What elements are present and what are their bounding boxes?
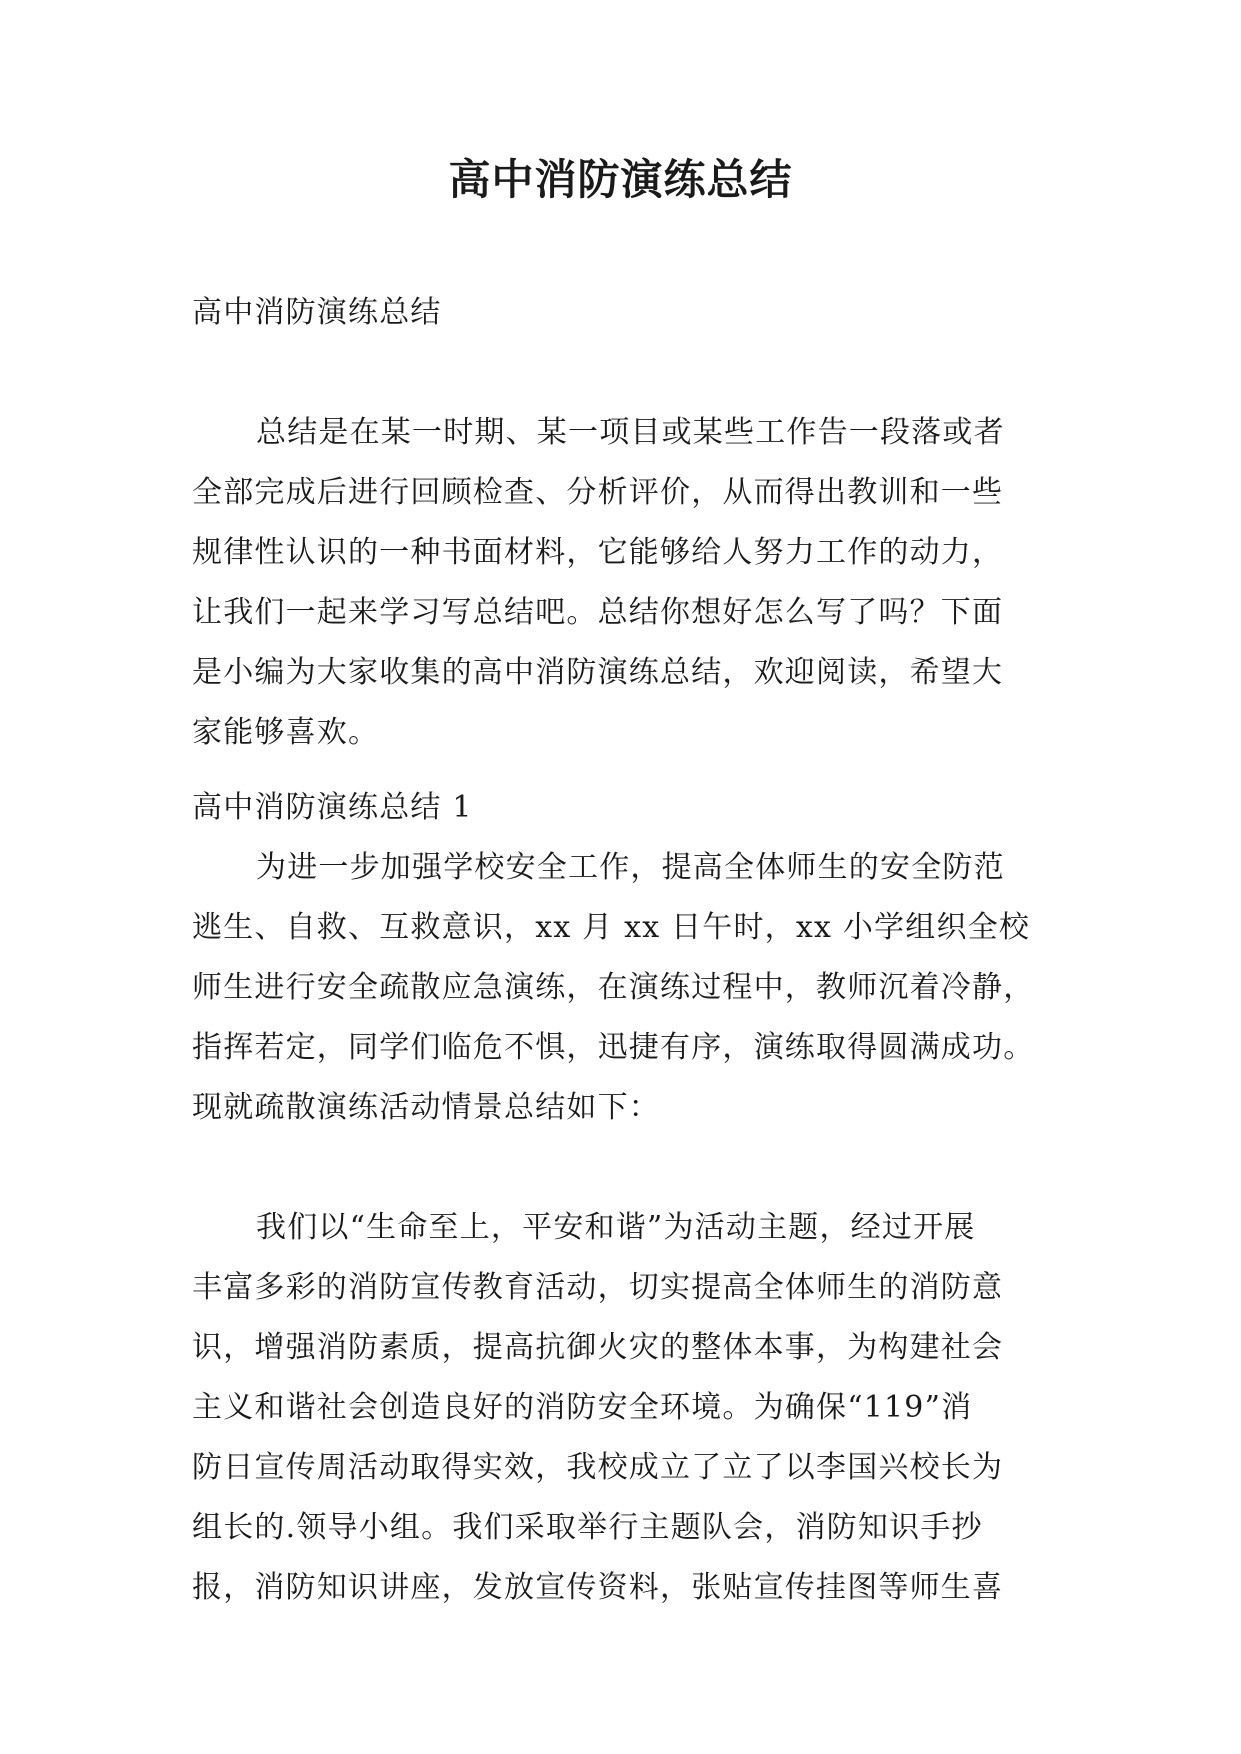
intro-line: 是小编为大家收集的高中消防演练总结，欢迎阅读，希望大 [192,655,1004,690]
paragraph-line: 丰富多彩的消防宣传教育活动，切实提高全体师生的消防意 [192,1270,1004,1305]
intro-line: 全部完成后进行回顾检查、分析评价，从而得出教训和一些 [192,475,1004,510]
paragraph-line: 为进一步加强学校安全工作，提高全体师生的安全防范 [256,850,1005,885]
paragraph-line: 指挥若定，同学们临危不惧，迅捷有序，演练取得圆满成功。 [192,1030,1035,1065]
paragraph-line: 防日宣传周活动取得实效，我校成立了立了以李国兴校长为 [192,1450,1004,1485]
paragraph-line: 识，增强消防素质，提高抗御火灾的整体本事，为构建社会 [192,1330,1004,1365]
intro-line: 家能够喜欢。 [192,715,380,750]
section-heading-text: 高中消防演练总结 1 [192,790,473,825]
intro-line: 总结是在某一时期、某一项目或某些工作告一段落或者 [256,415,1005,450]
document-title: 高中消防演练总结 [448,155,793,204]
paragraph-2 [192,1198,1060,1618]
paragraph-line: 逃生、自救、互救意识，xx 月 xx 日午时，xx 小学组织全校 [192,910,1031,945]
subtitle-text: 高中消防演练总结 [192,295,442,330]
intro-line: 让我们一起来学习写总结吧。总结你想好怎么写了吗？下面 [192,595,1004,630]
paragraph-line: 组长的.领导小组。我们采取举行主题队会，消防知识手抄 [192,1510,983,1545]
document-subtitle [192,283,1060,343]
paragraph-line: 报，消防知识讲座，发放宣传资料，张贴宣传挂图等师生喜 [192,1570,1004,1605]
paragraph-line: 师生进行安全疏散应急演练，在演练过程中，教师沉着冷静， [192,970,1035,1005]
paragraph-line: 现就疏散演练活动情景总结如下： [192,1090,660,1125]
section-heading [192,778,1060,838]
paragraph-line: 主义和谐社会创造良好的消防安全环境。为确保“119”消 [192,1390,973,1425]
paragraph-1 [192,838,1060,1138]
paragraph-line: 我们以“生命至上，平安和谐”为活动主题，经过开展 [256,1210,976,1245]
intro-line: 规律性认识的一种书面材料，它能够给人努力工作的动力， [192,535,1004,570]
intro-paragraph [192,403,1060,763]
